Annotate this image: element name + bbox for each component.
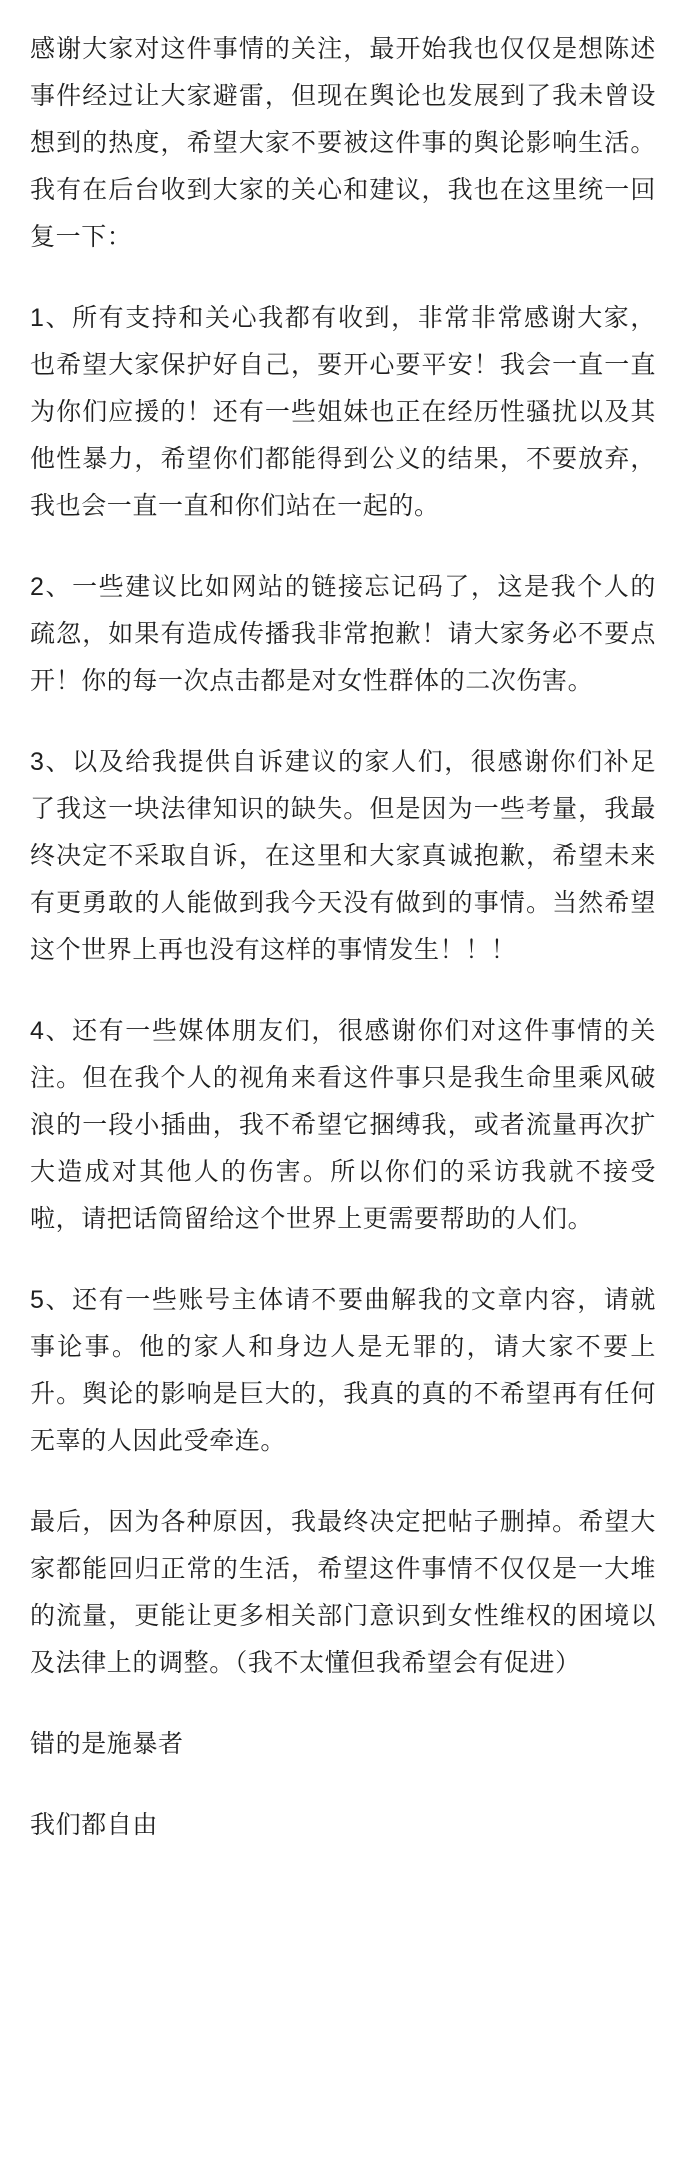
paragraph-slogan-2: 我们都自由 [30,1811,159,1839]
paragraph-item-1: 1、所有支持和关心我都有收到，非常非常感谢大家，也希望大家保护好自己，要开心要平安！我会一直一直为你们应援的！还有一些姐妹也正在经历性骚扰以及其他性暴力，希望你们都能得到公义的结果，不要放弃，我也会一直一直和你们站在一起的。 [30,304,656,520]
paragraph-item-3: 3、以及给我提供自诉建议的家人们，很感谢你们补足了我这一块法律知识的缺失。但是因为一些考量，我最终决定不采取自诉，在这里和大家真诚抱歉，希望未来有更勇敢的人能做到我今天没有做到的事情。当然希望这个世界上再也没有这样的事情发生！！！ [30,748,656,964]
paragraph-slogan-1: 错的是施暴者 [30,1730,184,1758]
paragraph-conclusion: 最后，因为各种原因，我最终决定把帖子删掉。希望大家都能回归正常的生活，希望这件事情不仅仅是一大堆的流量，更能让更多相关部门意识到女性维权的困境以及法律上的调整。（我不太懂但我希望会有促进） [30,1508,656,1677]
paragraph-item-2: 2、一些建议比如网站的链接忘记码了，这是我个人的疏忽，如果有造成传播我非常抱歉！请大家务必不要点开！你的每一次点击都是对女性群体的二次伤害。 [30,573,656,695]
paragraph-item-5: 5、还有一些账号主体请不要曲解我的文章内容，请就事论事。他的家人和身边人是无罪的，请大家不要上升。舆论的影响是巨大的，我真的真的不希望再有任何无辜的人因此受牵连。 [30,1286,656,1455]
paragraph-intro: 感谢大家对这件事情的关注，最开始我也仅仅是想陈述事件经过让大家避雷，但现在舆论也发展到了我未曾设想到的热度，希望大家不要被这件事的舆论影响生活。我有在后台收到大家的关心和建议，我也在这里统一回复一下： [30,35,656,251]
paragraph-item-4: 4、还有一些媒体朋友们，很感谢你们对这件事情的关注。但在我个人的视角来看这件事只是我生命里乘风破浪的一段小插曲，我不希望它捆缚我，或者流量再次扩大造成对其他人的伤害。所以你们的采访我就不接受啦，请把话筒留给这个世界上更需要帮助的人们。 [30,1017,656,1233]
